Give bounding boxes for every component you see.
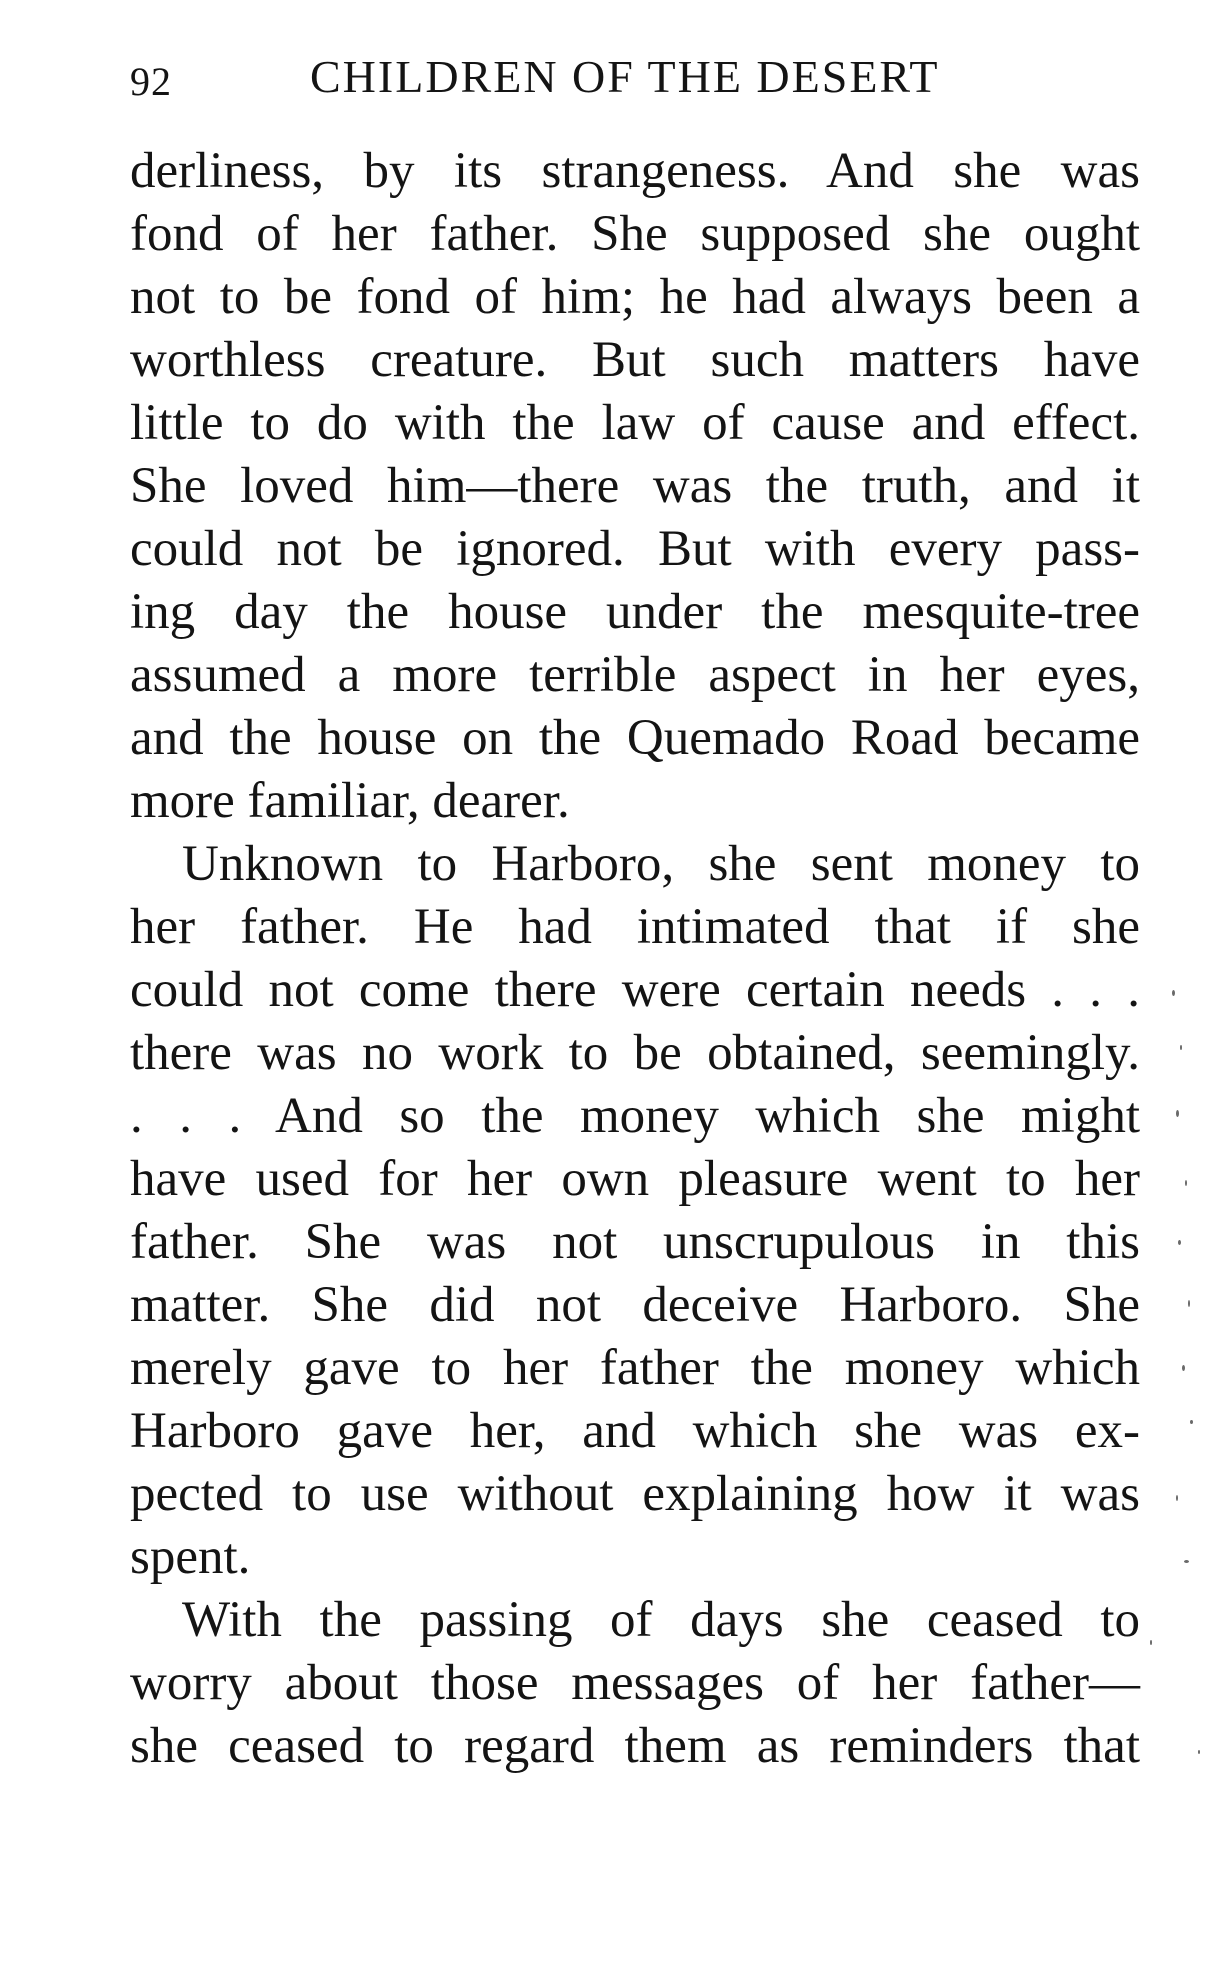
text-line: not to be fond of him; he had always been a	[130, 269, 1140, 325]
page-number: 92	[130, 59, 172, 104]
text-line: matter. She did not deceive Harboro. She	[130, 1277, 1140, 1333]
print-speck	[1182, 1365, 1185, 1371]
running-title: CHILDREN OF THE DESERT	[310, 51, 940, 102]
print-speck	[1176, 1495, 1178, 1501]
print-speck	[1188, 1300, 1190, 1307]
text-line: assumed a more terrible aspect in her eyes,	[130, 647, 1140, 703]
text-line: Harboro gave her, and which she was ex-	[130, 1403, 1140, 1459]
print-speck	[1176, 1110, 1179, 1117]
print-speck	[1198, 1750, 1200, 1754]
text-line: worry about those messages of her father—	[130, 1655, 1140, 1711]
text-line: . . . And so the money which she might	[130, 1088, 1140, 1144]
text-line: ing day the house under the mesquite-tree	[130, 584, 1140, 640]
print-speck	[1184, 1560, 1189, 1563]
text-line: could not be ignored. But with every pass-	[130, 521, 1140, 577]
text-line: little to do with the law of cause and effect.	[130, 395, 1140, 451]
text-line: fond of her father. She supposed she ought	[130, 206, 1140, 262]
text-line: merely gave to her father the money which	[130, 1340, 1140, 1396]
running-head	[130, 50, 1140, 110]
text-line: Unknown to Harboro, she sent money to	[182, 836, 1140, 892]
text-line: With the passing of days she ceased to	[182, 1592, 1140, 1648]
text-line: pected to use without explaining how it was	[130, 1466, 1140, 1522]
text-line: spent.	[130, 1529, 251, 1585]
text-line: worthless creature. But such matters have	[130, 332, 1140, 388]
text-line: She loved him—there was the truth, and it	[130, 458, 1140, 514]
print-speck	[1172, 990, 1175, 996]
text-line: have used for her own pleasure went to her	[130, 1151, 1140, 1207]
text-line: and the house on the Quemado Road became	[130, 710, 1140, 766]
text-line: derliness, by its strangeness. And she was	[130, 143, 1140, 199]
text-line: there was no work to be obtained, seemingly.	[130, 1025, 1140, 1081]
text-line: father. She was not unscrupulous in this	[130, 1214, 1140, 1270]
print-speck	[1178, 1240, 1181, 1245]
print-speck	[1190, 1420, 1193, 1424]
text-line: she ceased to regard them as reminders that	[130, 1718, 1140, 1774]
text-line: her father. He had intimated that if she	[130, 899, 1140, 955]
body-text	[130, 140, 1140, 1778]
print-speck	[1180, 1045, 1182, 1050]
print-speck	[1150, 1640, 1152, 1645]
text-line: more familiar, dearer.	[130, 773, 570, 829]
print-speck	[1185, 1180, 1187, 1186]
text-line: could not come there were certain needs . . .	[130, 962, 1140, 1018]
